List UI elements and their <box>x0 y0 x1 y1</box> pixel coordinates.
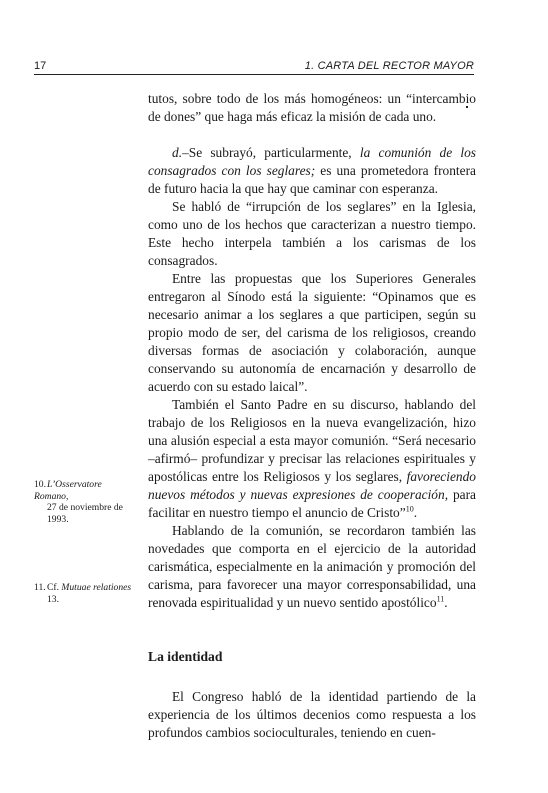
running-title: 1. CARTA DEL RECTOR MAYOR <box>304 60 474 72</box>
footnote-source: L’Osservatore Romano, <box>34 479 102 502</box>
footnote-ref-10: 10 <box>405 504 414 514</box>
footnote-11: 11.Cf. Mutuae relationes 13. <box>34 582 138 605</box>
paragraph-4: Entre las propuestas que los Superiores Generales entregaron al Sínodo está la siguiente: “Opinamos que es necesario animar a los seglares a que participen, según su propio modo de ser, del carisma de los religiosos, creando diversas formas de asociación y colaboración, aunque conservando su autonomía de encarnación y desarrollo de acuerdo con su estado laical”. <box>148 271 476 394</box>
header-rule <box>34 74 474 75</box>
footnote-ref-11: 11 <box>436 594 445 604</box>
paragraph-1: tutos, sobre todo de los más homogéneos: un “intercambio de dones” que haga más eficaz la misión de cada uno. <box>148 91 476 124</box>
ink-dot <box>466 106 468 108</box>
emphasis: favoreciendo nuevos métodos y nuevas expresiones de cooperación, <box>148 469 476 502</box>
main-text <box>148 90 476 742</box>
paragraph-spacer <box>148 126 476 144</box>
footnote-source: Mutuae relationes <box>61 582 132 593</box>
emphasis: la comunión de los consagrados con los seglares; <box>148 145 476 178</box>
page-number: 17 <box>34 60 47 72</box>
paragraph-2: d.–Se subrayó, particularmente, la comunión de los consagrados con los seglares; es una prometedora frontera de futuro hacia la que hay que caminar con esperanza. <box>148 145 476 196</box>
footnote-text: 27 de noviembre de 1993. <box>47 502 123 525</box>
paragraph-7: El Congreso habló de la identidad partiendo de la experiencia de los últimos decenios como respuesta a los profundos cambios socioculturales, teniendo en cuen- <box>148 689 476 740</box>
item-letter: d. <box>172 145 183 160</box>
footnote-10 <box>34 479 138 525</box>
paragraph-3: Se habló de “irrupción de los seglares” en la Iglesia, como uno de los hechos que caracterizan a nuestro tiempo. Este hecho interpela también a los carismas de los consagrados. <box>148 199 476 268</box>
paragraph-5: También el Santo Padre en su discurso, hablando del trabajo de los Religiosos en la nueva evangelización, hizo una alusión especial a esta mayor comunión. “Será necesario –afirmó– profundizar y precisar las relaciones espirituales y apostólicas entre los Religiosos y los seglares, favoreciendo nuevos métodos y nuevas expresiones de cooperación, para facilitar en nuestro tiempo el anuncio de Cristo”$^{10}$. <box>148 397 476 520</box>
footnote-number: 10. <box>34 479 46 490</box>
section-heading: La identidad <box>148 649 223 664</box>
paragraph-6: Hablando de la comunión, se recordaron también las novedades que comporta en el ejercicio de la autoridad carismática, especialmente en la animación y promoción del carisma, para favorecer una mayor corresponsabilidad, una renovada espiritualidad y un nuevo sentido apostólico$^{11}$. <box>148 523 476 610</box>
footnote-number: 11. <box>34 582 46 593</box>
footnote-text: 13. <box>47 593 59 605</box>
